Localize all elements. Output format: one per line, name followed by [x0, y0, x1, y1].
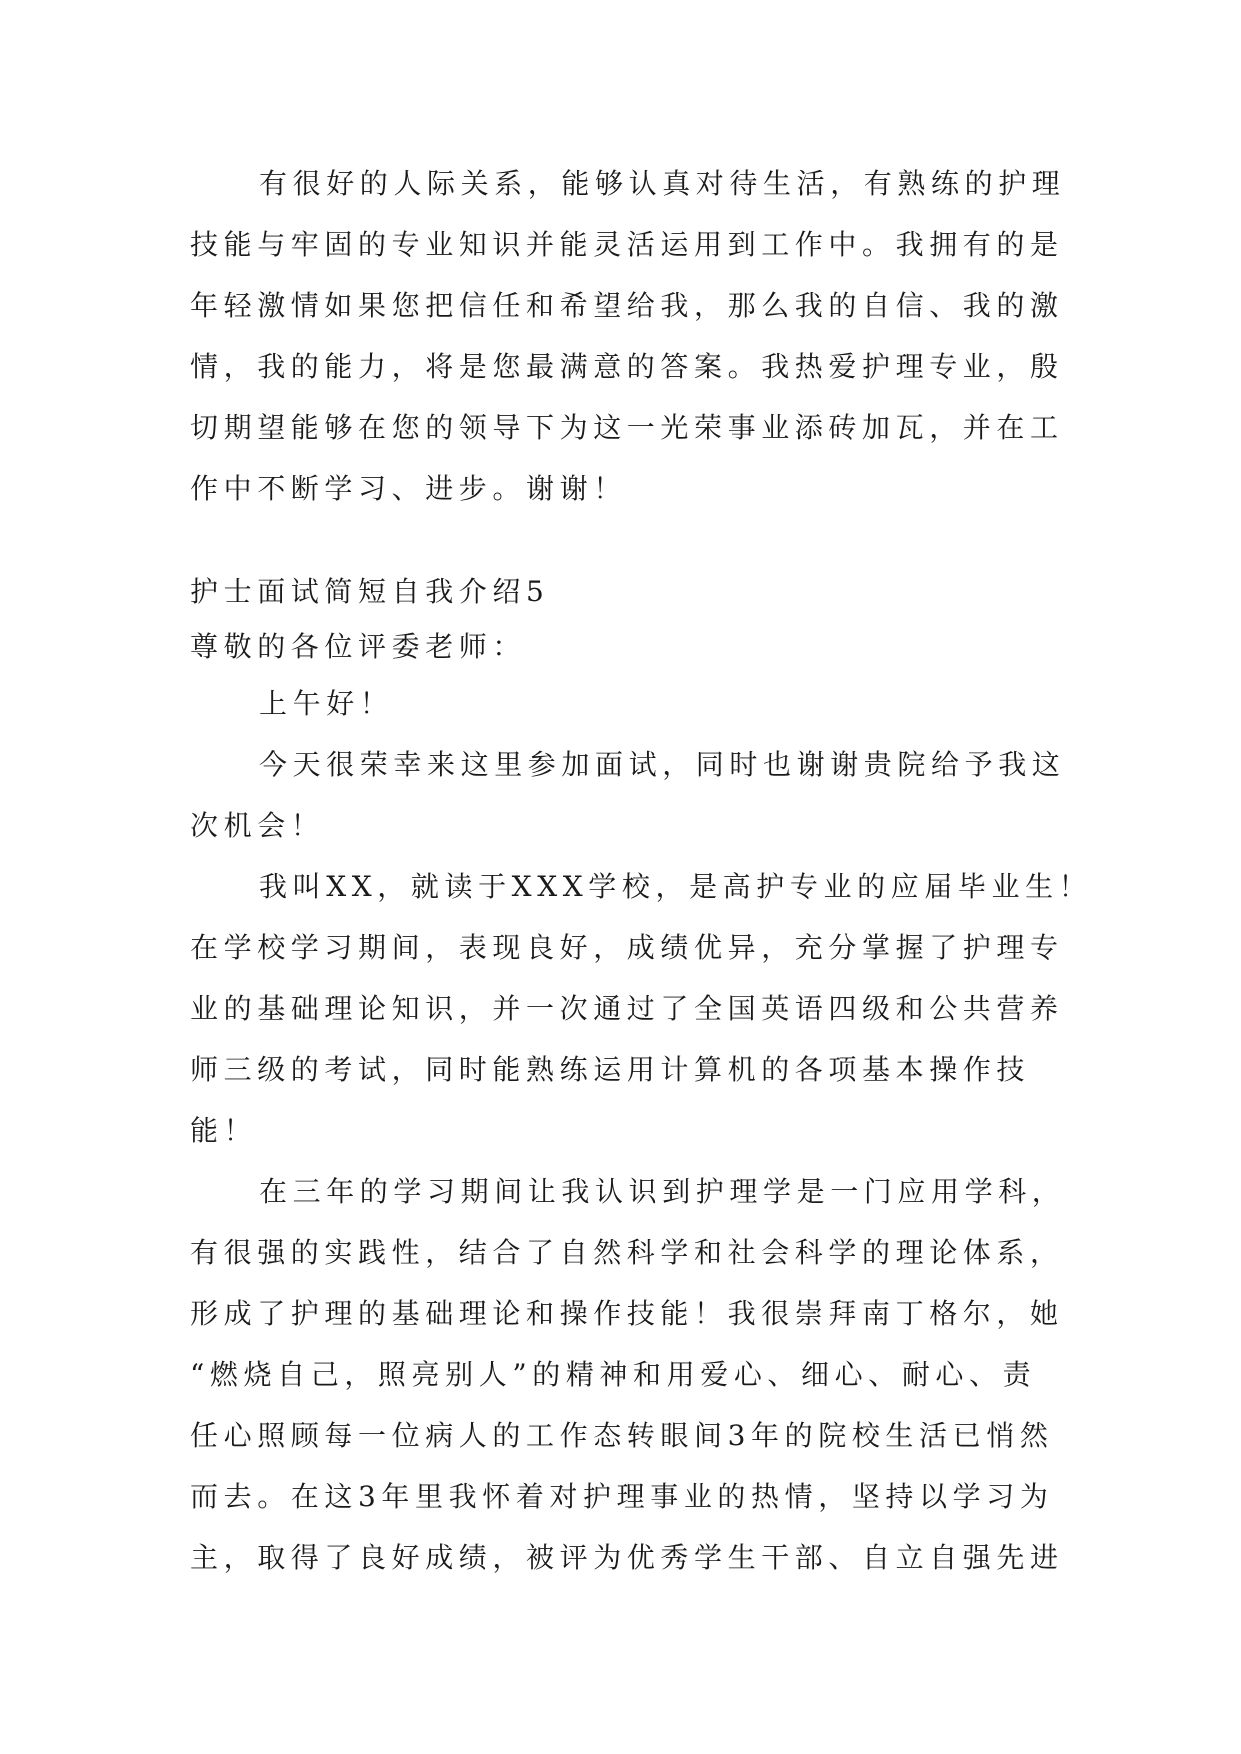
paragraph-line: 师三级的考试，同时能熟练运用计算机的各项基本操作技 — [190, 1053, 1031, 1086]
paragraph-line: 能！ — [190, 1114, 258, 1147]
paragraph-line: 在三年的学习期间让我认识到护理学是一门应用学科， — [259, 1175, 1066, 1208]
paragraph-line: 我叫XX，就读于XXX学校，是高护专业的应届毕业生！ — [259, 870, 1093, 903]
paragraph-line: 主，取得了良好成绩，被评为优秀学生干部、自立自强先进 — [190, 1541, 1064, 1574]
salutation: 尊敬的各位评委老师： — [190, 630, 527, 663]
paragraph-line: 情，我的能力，将是您最满意的答案。我热爱护理专业，殷 — [190, 350, 1064, 383]
paragraph-line: 形成了护理的基础理论和操作技能！我很崇拜南丁格尔，她 — [190, 1297, 1064, 1330]
paragraph-line: 业的基础理论知识，并一次通过了全国英语四级和公共营养 — [190, 992, 1064, 1025]
paragraph-line: 今天很荣幸来这里参加面试，同时也谢谢贵院给予我这 — [259, 748, 1066, 781]
paragraph-line: 切期望能够在您的领导下为这一光荣事业添砖加瓦，并在工 — [190, 411, 1064, 444]
section-heading: 护士面试简短自我介绍5 — [190, 575, 550, 608]
paragraph-line: 年轻激情如果您把信任和希望给我，那么我的自信、我的激 — [190, 289, 1064, 322]
paragraph-line: 技能与牢固的专业知识并能灵活运用到工作中。我拥有的是 — [190, 228, 1064, 261]
paragraph-line: 有很好的人际关系，能够认真对待生活，有熟练的护理 — [259, 167, 1066, 200]
paragraph-line: 有很强的实践性，结合了自然科学和社会科学的理论体系， — [190, 1236, 1064, 1269]
paragraph-line: 次机会！ — [190, 809, 325, 842]
paragraph-line: 而去。在这3年里我怀着对护理事业的热情，坚持以学习为 — [190, 1480, 1054, 1513]
greeting: 上午好！ — [259, 687, 394, 720]
paragraph-line: 任心照顾每一位病人的工作态转眼间3年的院校生活已悄然 — [190, 1419, 1054, 1452]
paragraph-line: 在学校学习期间，表现良好，成绩优异，充分掌握了护理专 — [190, 931, 1064, 964]
paragraph-line: 作中不断学习、进步。谢谢！ — [190, 472, 627, 505]
paragraph-line: “燃烧自己，照亮别人”的精神和用爱心、细心、耐心、责 — [190, 1358, 1037, 1391]
